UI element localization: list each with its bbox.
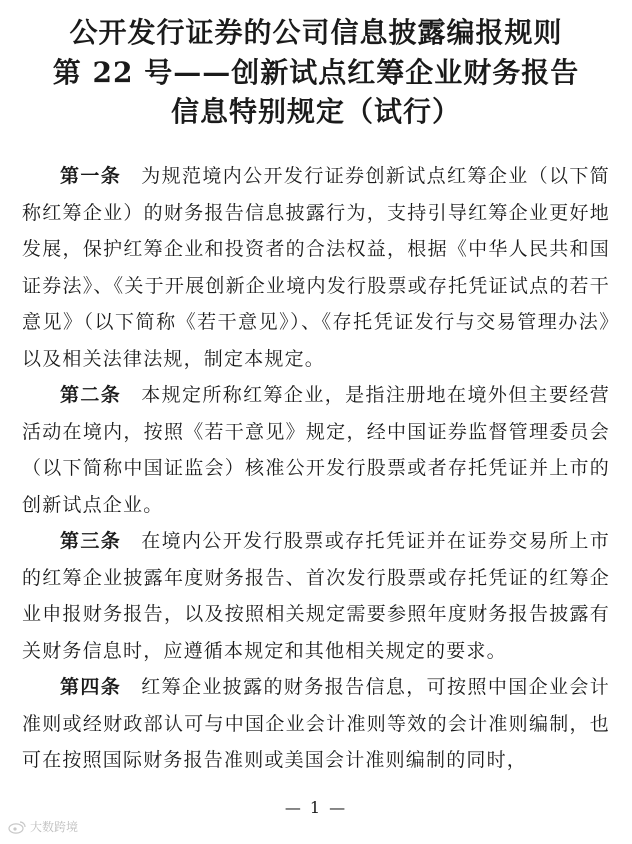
article-3-label: 第三条 [60,530,122,552]
title-line-1: 公开发行证券的公司信息披露编报规则 [69,16,563,49]
article-1-label: 第一条 [60,165,122,187]
weibo-icon [8,820,26,834]
article-3-text: 在境内公开发行股票或存托凭证并在证券交易所上市的红筹企业披露年度财务报告、首次发行股票或存托凭证的红筹企业申报财务报告，以及按照相关规定需要参照年度财务报告披露有关财务信息时，应遵循本规定和其他相关规定的要求。 [22,530,610,662]
article-2-text: 本规定所称红筹企业，是指注册地在境外但主要经营活动在境内，按照《若干意见》规定，经中国证券监督管理委员会（以下简称中国证监会）核准公开发行股票或者存托凭证并上市的创新试点企业。 [22,384,610,516]
document-body [22,158,610,779]
article-1-text: 为规范境内公开发行证券创新试点红筹企业（以下简称红筹企业）的财务报告信息披露行为，支持引导红筹企业更好地发展，保护红筹企业和投资者的合法权益，根据《中华人民共和国证券法》、《关于开展创新企业境内发行股票或存托凭证试点的若干意见》（以下简称《若干意见》）、《存托凭证发行与交易管理办法》以及相关法律法规，制定本规定。 [22,165,610,370]
page-number: — 1 — [284,798,348,817]
title-line-3: 信息特别规定（试行） [170,95,461,128]
article-3 [22,523,610,669]
article-4-label: 第四条 [60,676,122,698]
article-2-label: 第二条 [60,384,122,406]
article-4 [22,669,610,779]
article-1 [22,158,610,377]
article-4-text: 红筹企业披露的财务报告信息，可按照中国企业会计准则或经财政部认可与中国企业会计准则等效的会计准则编制，也可在按照国际财务报告准则或美国会计准则编制的同时， [22,676,610,771]
watermark [8,818,78,835]
title-line-2: 第 22 号——创新试点红筹企业财务报告 [52,56,580,89]
article-2 [22,377,610,523]
watermark-text: 大数跨境 [30,820,79,834]
